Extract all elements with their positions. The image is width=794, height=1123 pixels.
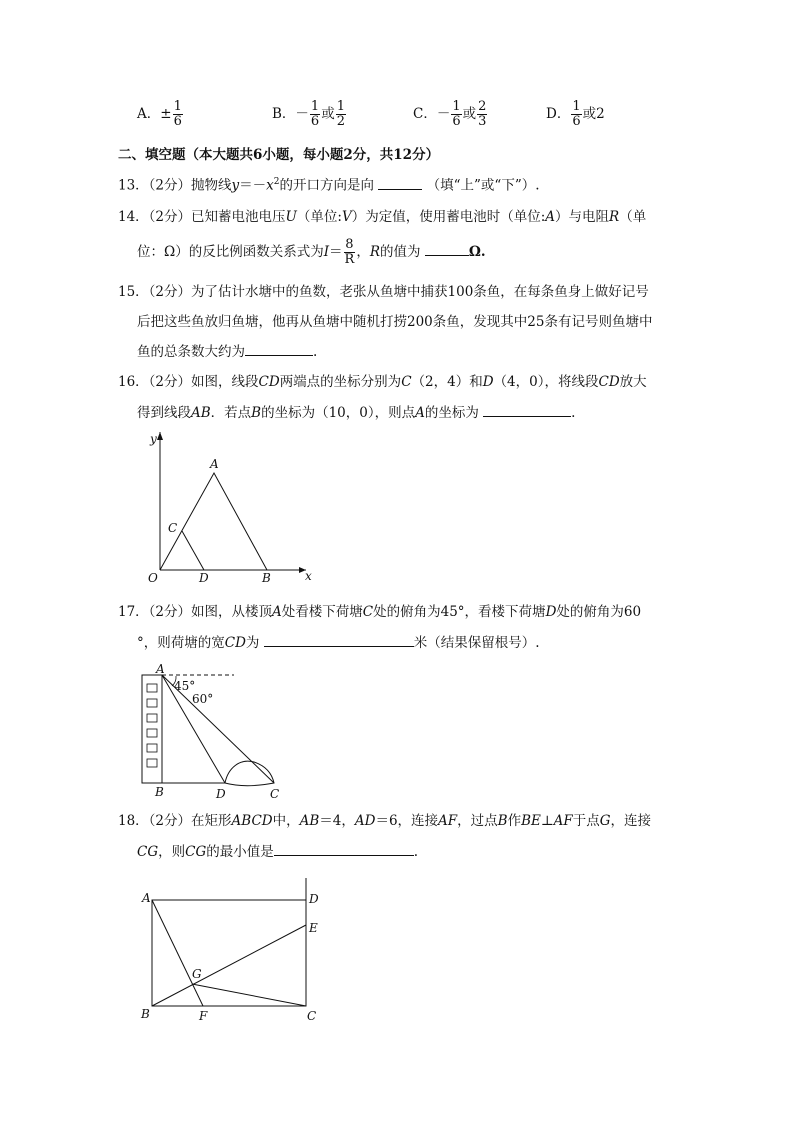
y-axis-arrow [157, 432, 163, 440]
question-13: 13．（2分）抛物线$y=-x^2$的开口方向是向 （填“上”或“下”）. [118, 177, 540, 194]
pond [225, 761, 274, 786]
label-e18: E [309, 921, 318, 935]
label-y: y [150, 432, 157, 446]
question-16-line2: 得到线段AB．若点B的坐标为（10，0），则点A的坐标为 . [137, 405, 576, 421]
answer-blank[interactable] [264, 634, 414, 647]
figure-18 [140, 878, 319, 1023]
question-17-line2: °，则荷塘的宽CD为 米（结果保留根号）. [137, 635, 540, 651]
segment-af [152, 900, 203, 1006]
segment-cd [182, 531, 204, 570]
window [147, 699, 157, 707]
label-b: B [262, 571, 271, 585]
label-d17: D [216, 787, 226, 801]
window [147, 714, 157, 722]
answer-blank[interactable] [274, 843, 414, 856]
window [147, 684, 157, 692]
label-a: A [210, 457, 219, 471]
label-60: 60° [192, 692, 214, 706]
question-16-line1: 16．（2分）如图，线段CD两端点的坐标分别为C（2，4）和D（4，0），将线段CD放大 [118, 374, 647, 390]
label-x: x [305, 569, 312, 583]
question-15-line1: 15．（2分）为了估计水塘中的鱼数，老张从鱼塘中捕获100条鱼，在每条鱼身上做好记号 [118, 284, 649, 300]
window [147, 744, 157, 752]
label-d18: D [309, 892, 319, 906]
question-14-line2: 位：Ω）的反比例函数关系式为I＝ $\frac{8}{R}$ ，R的值为 Ω. [137, 237, 486, 267]
question-17-line1: 17．（2分）如图，从楼顶A处看楼下荷塘C处的俯角为45°，看楼下荷塘D处的俯角为60 [118, 604, 642, 620]
label-c18: C [307, 1009, 317, 1023]
option-b: B．－ $\frac{1}{6}$ 或 $\frac{1}{2}$ [272, 99, 345, 129]
segment-be [152, 925, 306, 1006]
figure-17 [142, 662, 279, 801]
window [147, 729, 157, 737]
question-18-line2: CG，则CG的最小值是 . [137, 844, 419, 860]
label-f18: F [199, 1009, 208, 1023]
question-18-line1: 18．（2分）在矩形ABCD中，AB＝4，AD＝6，连接AF，过点B作BE⊥AF于点G，连接 [118, 813, 651, 829]
segment-cg [192, 984, 306, 1006]
label-c17: C [270, 787, 280, 801]
label-g18: G [192, 967, 202, 981]
label-c: C [168, 521, 178, 535]
option-c: C．－ $\frac{1}{6}$ 或 $\frac{2}{3}$ [413, 99, 487, 129]
question-15-line2: 后把这些鱼放归鱼塘，他再从鱼塘中随机打捞200条鱼，发现其中25条有记号则鱼塘中 [137, 314, 653, 330]
rectangle-abcd [152, 900, 306, 1006]
label-a17: A [156, 662, 165, 676]
label-b17: B [155, 785, 164, 799]
question-15-line3: 鱼的总条数大约为 . [137, 344, 318, 360]
label-d: D [199, 571, 209, 585]
section-heading: 二、填空题（本大题共6小题，每小题2分，共12分） [118, 147, 440, 163]
option-a: A．± $\frac{1}{6}$ [137, 99, 182, 129]
label-a18: A [142, 891, 151, 905]
label-b18: B [141, 1007, 150, 1021]
window [147, 759, 157, 767]
question-14-line1: 14．（2分）已知蓄电池电压U（单位:V）为定值，使用蓄电池时（单位:A）与电阻R（单 [118, 209, 647, 225]
label-o: O [148, 571, 158, 585]
option-d: D． $\frac{1}{6}$ 或2 [546, 99, 605, 129]
label-45: 45° [174, 679, 196, 693]
